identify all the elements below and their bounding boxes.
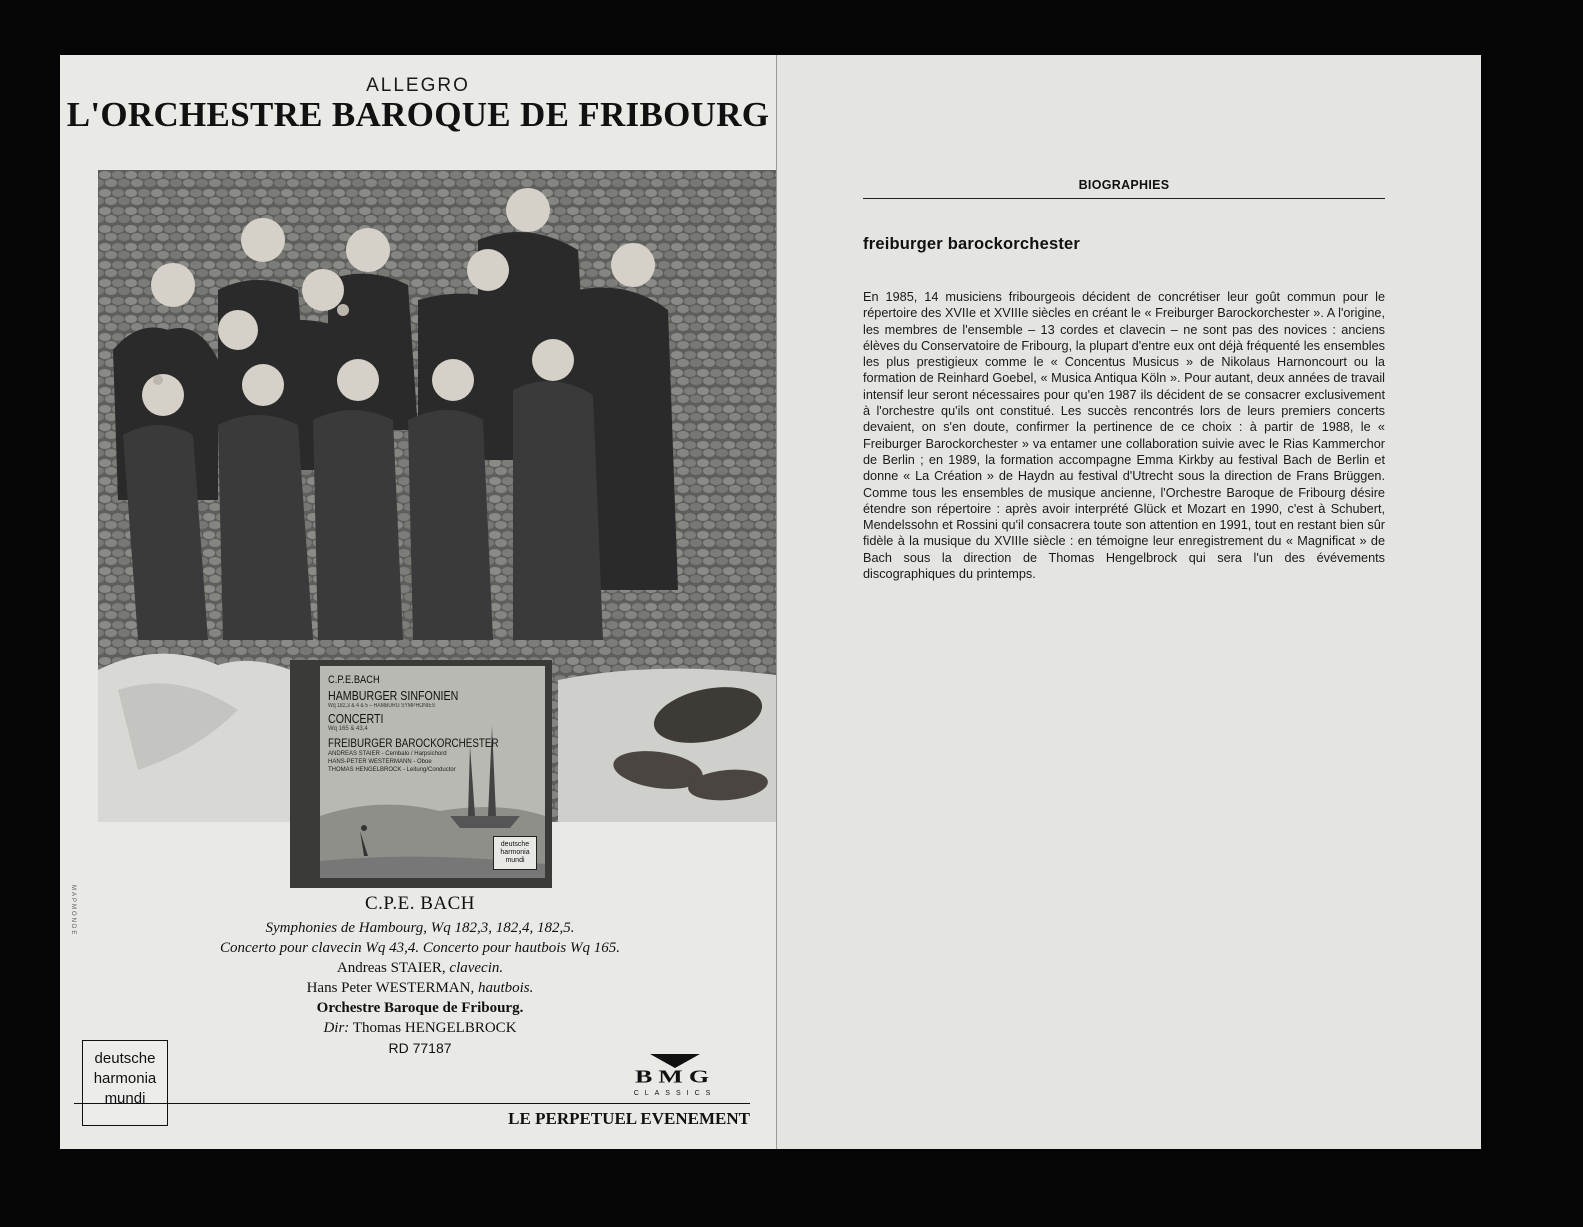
soloist-2-role: hautbois. (477, 980, 534, 996)
director-name: Thomas HENGELBROCK (352, 1020, 517, 1036)
biography-title: freiburger barockorchester (863, 235, 1081, 253)
soloist-1-role: clavecin. (449, 960, 504, 976)
bmg-logo-text: BMG (634, 1066, 716, 1087)
label-logo-line-3: mundi (104, 1090, 146, 1107)
credits-work-2: Concerto pour clavecin Wq 43,4. Concerto pour hautbois Wq 165. (220, 940, 620, 956)
left-page (60, 55, 777, 1149)
album-performer-1: ANDREAS STAIER - Cembalo / Harpsichord (328, 751, 447, 757)
side-mark: MAPMONDE (70, 885, 76, 937)
headline: L'ORCHESTRE BAROQUE DE FRIBOURG (66, 95, 770, 134)
credits-soloist-2 (160, 978, 680, 998)
credits-director (160, 1018, 680, 1038)
bottom-rule (74, 1103, 750, 1104)
kicker: ALLEGRO (366, 75, 470, 96)
credits-composer: C.P.E. BACH (364, 893, 476, 914)
album-ensemble: FREIBURGER BAROCKORCHESTER (328, 736, 499, 750)
album-subtitle-2: Wq 165 & 43,4 (328, 726, 368, 732)
credits-work-1: Symphonies de Hambourg, Wq 182,3, 182,4, 182,5. (265, 920, 575, 936)
album-performer-3: THOMAS HENGELBROCK - Leitung/Conductor (328, 767, 456, 773)
album-title-2: CONCERTI (328, 711, 384, 726)
album-performer-2: HANS-PETER WESTERMANN - Oboe (328, 759, 432, 765)
credits-catalog-number: RD 77187 (388, 1040, 452, 1056)
credits-orchestra: Orchestre Baroque de Fribourg. (316, 1000, 524, 1016)
slogan: LE PERPETUEL EVENEMENT (508, 1109, 750, 1128)
soloist-2-name: Hans Peter WESTERMAN, (306, 980, 475, 996)
album-subtitle: Wq 182,3 & 4 & 5 – HAMBURG SYMPHONIES (328, 703, 436, 709)
credits-soloist-1 (160, 958, 680, 978)
album-title: HAMBURGER SINFONIEN (328, 688, 459, 703)
director-label: Dir: (323, 1020, 350, 1036)
section-label: BIOGRAPHIES (1078, 178, 1170, 192)
right-page (778, 55, 1481, 1149)
bmg-logo-subtext: CLASSICS (633, 1090, 717, 1097)
section-rule (863, 198, 1385, 199)
biography-paragraph: En 1985, 14 musiciens fribourgeois décident de concrétiser leur goût commun pour le répertoire des XVIIe et XVIIIe siècles en créant le « Freiburger Barockorchester ». A l'origine, les membres de l'ensemble – 13 cordes et clavecin – ne sont pas des novices : anciens élèves du Conservatoire de Fribourg, la plupart d'entre eux ont déjà fréquenté les ensembles les plus prestigieux comme le « Concentus Musicus » de Nikolaus Harnoncourt ou la formation de Reinhard Goebel, « Musica Antiqua Köln ». Pour autant, deux années de travail intensif leur seront nécessaires pour qu'en 1987 ils décident de se consacrer exclusivement à l'orchestre qu'ils ont constitué. Les succès rencontrés lors de leurs premiers concerts devaient, on s'en doute, confirmer la pertinence de ce choix : à partir de 1988, le « Freiburger Barockorchester » va entamer une collaboration suivie avec le Rias Kammerchor de Berlin ; en 1989, la formation accompagne Emma Kirkby au festival Bach de Berlin et donne « La Création » de Haydn au festival d'Utrecht sous la direction de Frans Brüggen. Comme tous les ensembles de musique ancienne, l'Orchestre Baroque de Fribourg désire étendre son répertoire : après avoir interprété Glück et Mozart en 1990, c'est à Schubert, Mendelssohn et Rossini qu'il consacrera toute son attention en 1991, tout en restant bien sûr fidèle à la musique du XVIIIe siècle : en témoigne leur enregistrement du « Magnificat » de Bach sous la direction de Thomas Hengelbrock qui sera l'un des évévements discographiques du printemps. (863, 290, 1385, 582)
album-label-logo: deutsche harmonia mundi (493, 836, 537, 870)
album-cover (290, 660, 552, 888)
label-logo-line-1: deutsche (94, 1050, 156, 1067)
label-logo-line-2: harmonia (93, 1070, 157, 1087)
soloist-1-name: Andreas STAIER, (336, 960, 446, 976)
album-composer: C.P.E.BACH (328, 674, 380, 686)
deutsche-harmonia-mundi-logo (82, 1040, 168, 1126)
bmg-classics-logo (600, 1052, 750, 1104)
album-cover-art (320, 666, 545, 878)
